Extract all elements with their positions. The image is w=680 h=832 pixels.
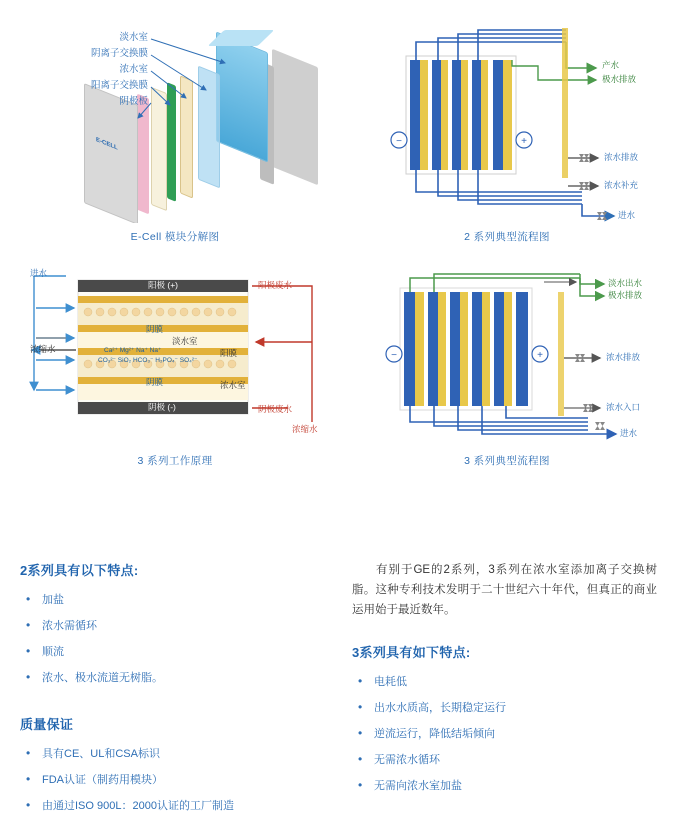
figure-3series-flow	[352, 262, 662, 468]
list-item: • 具有CE、UL和CSA标识	[20, 747, 320, 762]
figure-3-caption: 3 系列工作原理	[137, 455, 213, 467]
figure-1-caption: E-Cell 模块分解图	[130, 231, 220, 243]
fig3-label-feed: 进水	[30, 268, 48, 278]
ecell-label-0: 淡水室	[119, 32, 148, 43]
ecell-label-2: 浓水室	[119, 64, 148, 75]
svg-text:+: +	[521, 136, 527, 147]
list-item: • 无需浓水循环	[352, 753, 657, 768]
list-item: • 浓水需循环	[20, 619, 320, 634]
plate-membrane-anion	[180, 75, 193, 198]
fig3-label-anode-waste: 阳极废水	[258, 280, 293, 290]
svg-text:+: +	[537, 350, 543, 361]
plate-membrane-green	[167, 82, 176, 202]
figure-3series-principle-image	[20, 262, 330, 447]
ecell-label-1: 阴离子交换膜	[90, 48, 148, 59]
fig3-label-conc-chamber: 浓水室	[220, 380, 246, 390]
figure-ecell-exploded	[20, 8, 330, 244]
fig2-label-3: 浓水补充	[604, 180, 639, 190]
figure-2series-svg	[352, 8, 662, 223]
list-item: • 浓水、极水流道无树脂。	[20, 671, 320, 686]
list-item: • 出水水质高，长期稳定运行	[352, 701, 657, 716]
fig2-label-1: 极水排放	[602, 74, 637, 84]
list-item: • 由通过ISO 900L：2000认证的工厂制造	[20, 799, 320, 814]
fig4-label-1: 极水排放	[608, 290, 643, 300]
list-item: • 电耗低	[352, 675, 657, 690]
fig4-label-3: 浓水入口	[606, 402, 641, 412]
fig3-label-cathode-waste: 阴极废水	[258, 404, 293, 414]
figure-3series-principle	[20, 262, 330, 468]
fig2-label-0: 产水	[602, 60, 620, 70]
fig3-label-fresh-chamber: 淡水室	[172, 336, 198, 346]
right-paragraph: 有别于GE的2系列，3系列在浓水室添加离子交换树脂。这种专利技术发明于二十世纪六十年代，但真正的商业运用始于最近数年。	[352, 564, 657, 616]
figure-4-caption: 3 系列典型流程图	[464, 455, 550, 467]
fig2-label-2: 浓水排放	[604, 152, 639, 162]
figure-ecell-image	[20, 8, 330, 223]
plate-membrane-cream	[151, 87, 167, 211]
ecell-label-4: 阴极板	[119, 96, 148, 107]
left-column	[20, 560, 320, 825]
list-item: • 无需向浓水室加盐	[352, 779, 657, 794]
right-column	[352, 560, 657, 805]
list-item: • FDA认证（制药用模块）	[20, 773, 320, 788]
fig3-ion-row-2: CO₃²⁻ SiO₂ HCO₃⁻ H₂PO₄⁻ SO₄²⁻	[98, 357, 198, 364]
fig3-label-anion-mem-2: 阴膜	[146, 377, 164, 387]
list-item: • 顺流	[20, 645, 320, 660]
plate-membrane-pink	[137, 94, 149, 215]
figure-3series-flow-image	[352, 262, 662, 447]
left-heading-2: 质量保证	[20, 717, 74, 732]
fig3-label-cation-mem: 阳膜	[220, 348, 238, 358]
left-heading-1: 2系列具有以下特点:	[20, 563, 139, 578]
fig2-label-4: 进水	[618, 210, 636, 220]
fig4-label-2: 浓水排放	[606, 352, 641, 362]
list-item: • 加盐	[20, 593, 320, 608]
fig4-label-0: 淡水出水	[608, 278, 643, 288]
list-item: • 逆流运行，降低结垢倾向	[352, 727, 657, 742]
fig3-label-anion-mem: 阴膜	[146, 324, 164, 334]
plate-logo-text: E-CELL	[96, 136, 118, 152]
left-bullet-list-1	[20, 593, 320, 686]
right-bullet-list-1	[352, 675, 657, 794]
figure-2series-image	[352, 8, 662, 223]
plate-endplate-right	[272, 49, 318, 186]
svg-text:−: −	[396, 136, 402, 147]
right-heading-1: 3系列具有如下特点:	[352, 645, 471, 660]
fig3-label-product: 浓缩水	[30, 344, 56, 354]
svg-text:−: −	[391, 350, 397, 361]
left-bullet-list-2	[20, 747, 320, 814]
figure-2-caption: 2 系列典型流程图	[464, 231, 550, 243]
plate-clear	[198, 66, 220, 189]
plate-stack-blue	[216, 31, 268, 162]
fig3-label-concentrate: 浓缩水	[292, 424, 318, 434]
figure-2series-flow	[352, 8, 662, 244]
fig3-ion-row-1: Ca²⁺ Mg²⁺ Na⁺ Na⁺	[104, 347, 162, 354]
ecell-label-3: 阳离子交换膜	[90, 80, 148, 91]
ecell-label-list	[28, 30, 148, 110]
fig3-label-anode: 阳极 (+)	[148, 280, 178, 290]
fig4-label-4: 进水	[620, 428, 638, 438]
fig3-label-cathode: 阴极 (-)	[148, 402, 176, 412]
